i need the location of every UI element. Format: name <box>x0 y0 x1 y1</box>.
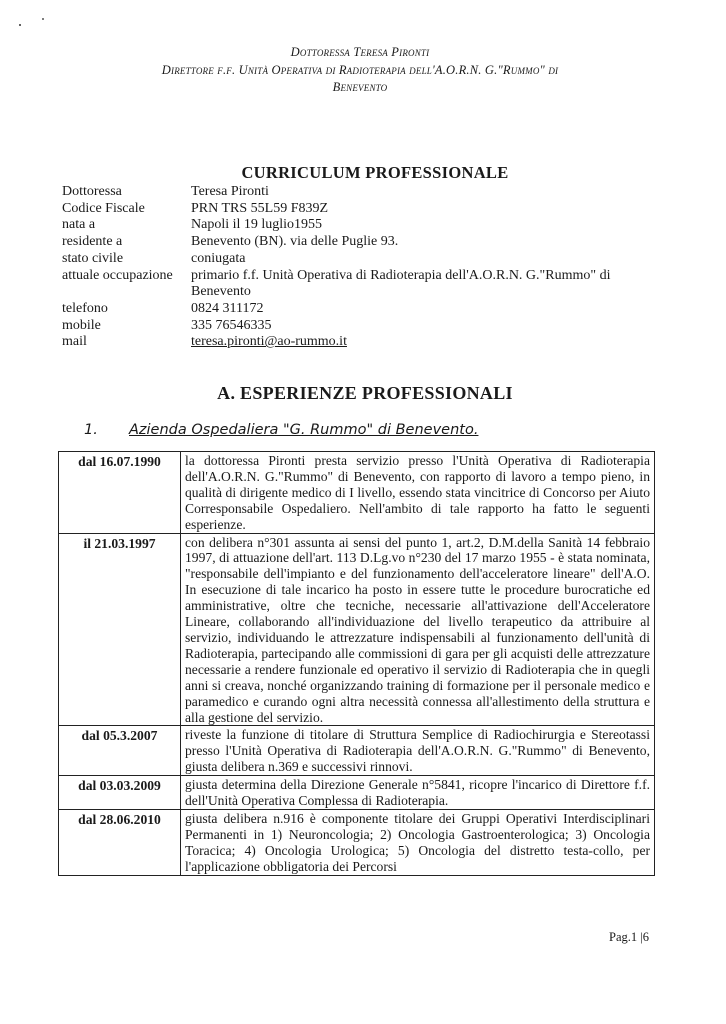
info-value: coniugata <box>191 250 246 266</box>
scan-speck <box>42 18 44 20</box>
info-label: mobile <box>62 317 101 333</box>
info-value: PRN TRS 55L59 F839Z <box>191 200 329 216</box>
info-value: 335 76546335 <box>191 317 272 333</box>
experience-date: il 21.03.1997 <box>59 533 181 726</box>
experience-description: giusta delibera n.916 è componente titolare dei Gruppi Operativi Interdisciplinari Permanenti in 1) Neuroncologia; 2) Oncologia Gastroenterologica; 3) Oncologia Toracica; 4) Oncologia Urologica; 5) Oncologia del distretto testa-collo, per l'applicazione obbligatoria dei Percorsi <box>181 809 655 875</box>
table-row <box>59 776 655 810</box>
experience-date: dal 16.07.1990 <box>59 452 181 534</box>
cv-title: CURRICULUM PROFESSIONALE <box>241 163 509 182</box>
experience-description: la dottoressa Pironti presta servizio presso l'Unità Operativa di Radioterapia dell'A.O.R.N. G."Rummo" di Benevento, con rapporto di lavoro a tempo pieno, in qualità di dirigente medico di I livello, essendo stata vincitrice di Concorso per Aiuto Corresponsabile Ospedaliero. Nell'ambito di tale rapporto ha fatto le seguenti esperienze. <box>181 452 655 534</box>
info-value: primario f.f. Unità Operativa di Radioterapia dell'A.O.R.N. G."Rummo" di Benevento <box>191 267 611 300</box>
page-number: Pag.1 |6 <box>609 930 650 944</box>
info-label: stato civile <box>62 250 124 266</box>
info-row <box>62 318 661 335</box>
info-label: telefono <box>62 300 108 316</box>
experience-date: dal 03.03.2009 <box>59 776 181 810</box>
info-value: Teresa Pironti <box>191 184 269 199</box>
scan-speck <box>19 24 21 26</box>
info-row <box>62 201 661 218</box>
experience-description: giusta determina della Direzione Generale n°5841, ricopre l'incarico di Direttore f.f. dell'Unità Operativa Complessa di Radioterapia. <box>181 776 655 810</box>
table-row <box>59 809 655 875</box>
header-role: Direttore f.f. Unità Operativa di Radioterapia dell'A.O.R.N. G."Rummo" di <box>161 63 559 77</box>
email-link[interactable]: teresa.pironti@ao-rummo.it <box>191 334 347 350</box>
info-label: nata a <box>62 217 96 233</box>
info-row <box>62 301 661 318</box>
header-city: Benevento <box>332 80 388 94</box>
experience-table <box>58 451 655 876</box>
info-value: Napoli il 19 luglio1955 <box>191 217 323 233</box>
experience-date: dal 28.06.2010 <box>59 809 181 875</box>
info-row <box>62 184 661 201</box>
info-label: residente a <box>62 234 123 250</box>
info-row <box>62 234 661 251</box>
info-label: Codice Fiscale <box>62 200 145 216</box>
info-label: attuale occupazione <box>62 267 173 283</box>
subsection-title: Azienda Ospedaliera "G. Rummo" di Benevento. <box>129 422 479 438</box>
experience-description: con delibera n°301 assunta ai sensi del punto 1, art.2, D.M.della Sanità 14 febbraio 1997, di attuazione dell'art. 113 D.Lg.vo n°230 del 17 marzo 1955 - è stata nominata, "responsabile dell'impianto e del funzionamento dell'acceleratore lineare" dell'A.O. In esecuzione di tale incarico ha posto in essere tutte le procedure burocratiche ed amministrative, oltre che tecniche, necessarie all'attivazione dell'Acceleratore Lineare, collaborando all'individuazione del livello terapeutico da attribuire al servizio, individuando le attrezzature indispensabili al funzionamento dell'unità di Radioterapia, partecipando alle commissioni di gara per gli acquisti delle attrezzature necessarie a rendere funzionale ed operativo il servizio di Radioterapia che in quegli anni si creava, nonché organizzando training di formazione per il personale medico e paramedico e curando ogni altra necessità connessa all'allestimento della struttura e alla gestione del servizio. <box>181 533 655 726</box>
section-title: A. ESPERIENZE PROFESSIONALI <box>217 383 513 403</box>
table-row <box>59 533 655 726</box>
info-row <box>62 268 661 301</box>
info-row <box>62 217 661 234</box>
table-row <box>59 452 655 534</box>
subsection-number: 1. <box>84 422 98 438</box>
experience-date: dal 05.3.2007 <box>59 726 181 776</box>
info-value: 0824 311172 <box>191 300 264 316</box>
info-row <box>62 251 661 268</box>
info-label: Dottoressa <box>62 184 122 199</box>
experience-description: riveste la funzione di titolare di Struttura Semplice di Radiochirurgia e Stereotassi presso l'Unità Operativa di Radioterapia dell'A.O.R.N. G."Rummo" di Benevento, giusta delibera n.369 e successivi rinnovi. <box>181 726 655 776</box>
header-name: Dottoressa Teresa Pironti <box>290 45 430 59</box>
table-row <box>59 726 655 776</box>
personal-info <box>62 184 661 351</box>
info-value: Benevento (BN). via delle Puglie 93. <box>191 234 399 250</box>
info-row <box>62 334 661 351</box>
info-label: mail <box>62 334 87 350</box>
